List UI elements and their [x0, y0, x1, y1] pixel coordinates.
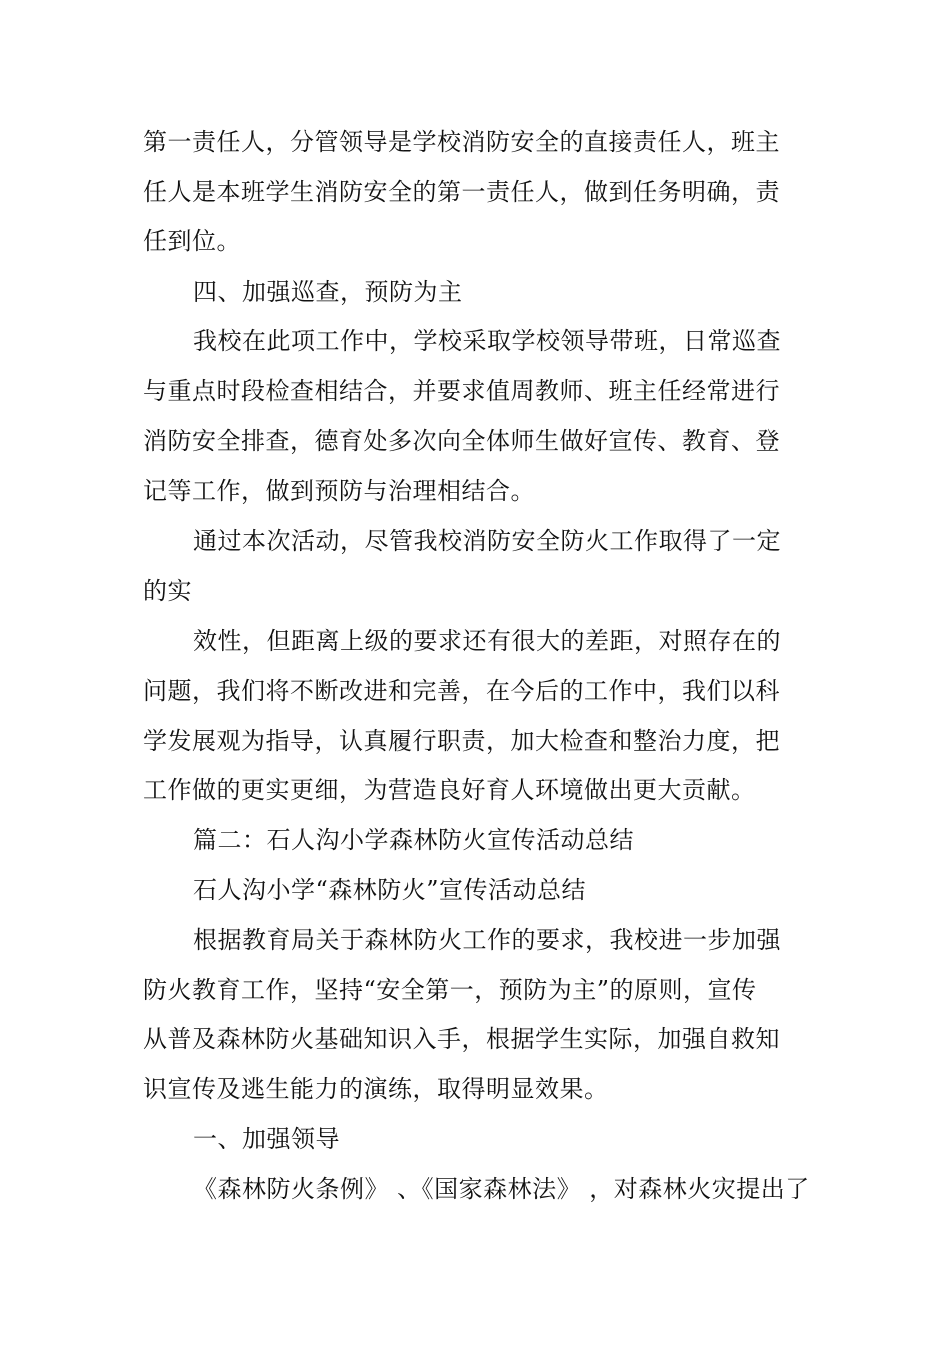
- text-line: 与重点时段检查相结合，并要求值周教师、班主任经常进行: [143, 377, 780, 405]
- text-line: 任到位。: [143, 227, 241, 255]
- text-line: 《森林防火条例》 、《国家森林法》 ，对森林火灾提出了: [193, 1175, 810, 1203]
- text-line: 我校在此项工作中，学校采取学校领导带班，日常巡查: [193, 327, 781, 355]
- text-line: 消防安全排查，德育处多次向全体师生做好宣传、教育、登: [143, 427, 780, 455]
- text-line: 工作做的更实更细，为营造良好育人环境做出更大贡献。: [143, 776, 756, 804]
- text-line: 通过本次活动，尽管我校消防安全防火工作取得了一定: [193, 527, 781, 555]
- text-line: 防火教育工作，坚持“安全第一，预防为主”的原则，宣传: [143, 976, 757, 1004]
- text-line: 效性，但距离上级的要求还有很大的差距，对照存在的: [193, 627, 781, 655]
- text-line: 的实: [143, 577, 192, 605]
- text-line: 问题，我们将不断改进和完善，在今后的工作中，我们以科: [143, 677, 780, 705]
- text-line: 根据教育局关于森林防火工作的要求，我校进一步加强: [193, 926, 781, 954]
- text-line: 记等工作，做到预防与治理相结合。: [143, 477, 535, 505]
- section-heading: 四、加强巡查，预防为主: [193, 278, 463, 306]
- text-line: 任人是本班学生消防安全的第一责任人，做到任务明确，责: [143, 178, 780, 206]
- section-heading: 一、加强领导: [193, 1125, 340, 1153]
- text-line: 识宣传及逃生能力的演练，取得明显效果。: [143, 1075, 609, 1103]
- section-heading: 篇二：石人沟小学森林防火宣传活动总结: [193, 826, 634, 854]
- text-line: 学发展观为指导，认真履行职责，加大检查和整治力度，把: [143, 727, 780, 755]
- text-line: 从普及森林防火基础知识入手，根据学生实际，加强自救知: [143, 1025, 780, 1053]
- section-title: 石人沟小学“森林防火”宣传活动总结: [193, 876, 587, 904]
- text-line: 第一责任人，分管领导是学校消防安全的直接责任人，班主: [143, 128, 780, 156]
